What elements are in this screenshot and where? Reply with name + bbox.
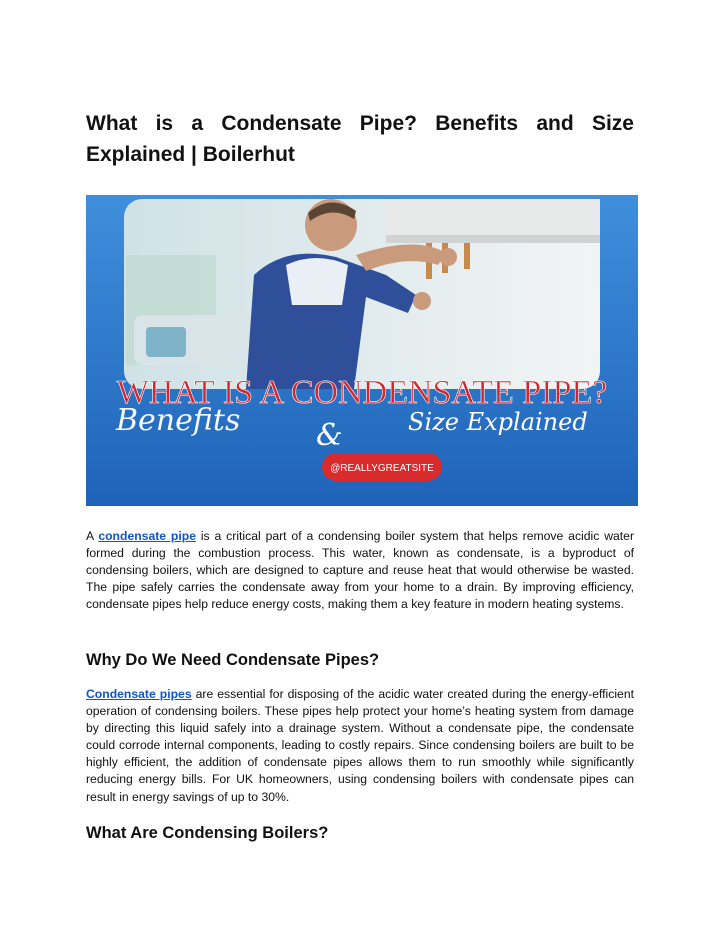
hero-illustration xyxy=(86,195,638,506)
hero-ampersand: & xyxy=(316,418,343,453)
condensate-pipes-link[interactable]: Condensate pipes xyxy=(86,687,192,701)
hero-badge-label: @REALLYGREATSITE xyxy=(330,463,434,474)
hero-subtitle-left: Benefits xyxy=(116,403,241,438)
condensate-pipe-link[interactable]: condensate pipe xyxy=(98,529,196,543)
intro-text: is a critical part of a condensing boiler system that helps remove acidic water formed during the combustion process. This water, known as condensate, is a byproduct of condensing boilers, which are designed to capture and reuse heat that would otherwise be wasted. The pipe safely carries the condensate away from your home to a drain. By improving efficiency, condensate pipes help reduce energy costs, making them a key feature in modern heating systems. xyxy=(86,529,634,612)
hero-image xyxy=(86,195,638,506)
intro-prefix: A xyxy=(86,529,99,543)
hero-subtitle-right: Size Explained xyxy=(408,408,588,436)
section-heading-why: Why Do We Need Condensate Pipes? xyxy=(86,651,380,669)
page-title: What is a Condensate Pipe? Benefits and Size Explained | Boilerhut xyxy=(86,112,634,166)
section1-paragraph xyxy=(86,686,634,806)
section1-text: are essential for disposing of the acidic water created during the energy-efficient operation of condensing boilers. These pipes help protect your home’s heating system from damage by directing this liquid safely into a drainage system. Without a condensate pipe, the condensate could corrode internal components, leading to costly repairs. Since condensing boilers are built to be highly efficient, the addition of condensate pipes allows them to run smoothly while significantly reducing energy bills. For UK homeowners, using condensing boilers with condensate pipes can result in energy savings of up to 30%. xyxy=(86,687,634,804)
section-heading-condensing-boilers: What Are Condensing Boilers? xyxy=(86,824,329,842)
intro-paragraph xyxy=(86,528,634,613)
hero-heading: WHAT IS A CONDENSATE PIPE? xyxy=(116,374,608,411)
